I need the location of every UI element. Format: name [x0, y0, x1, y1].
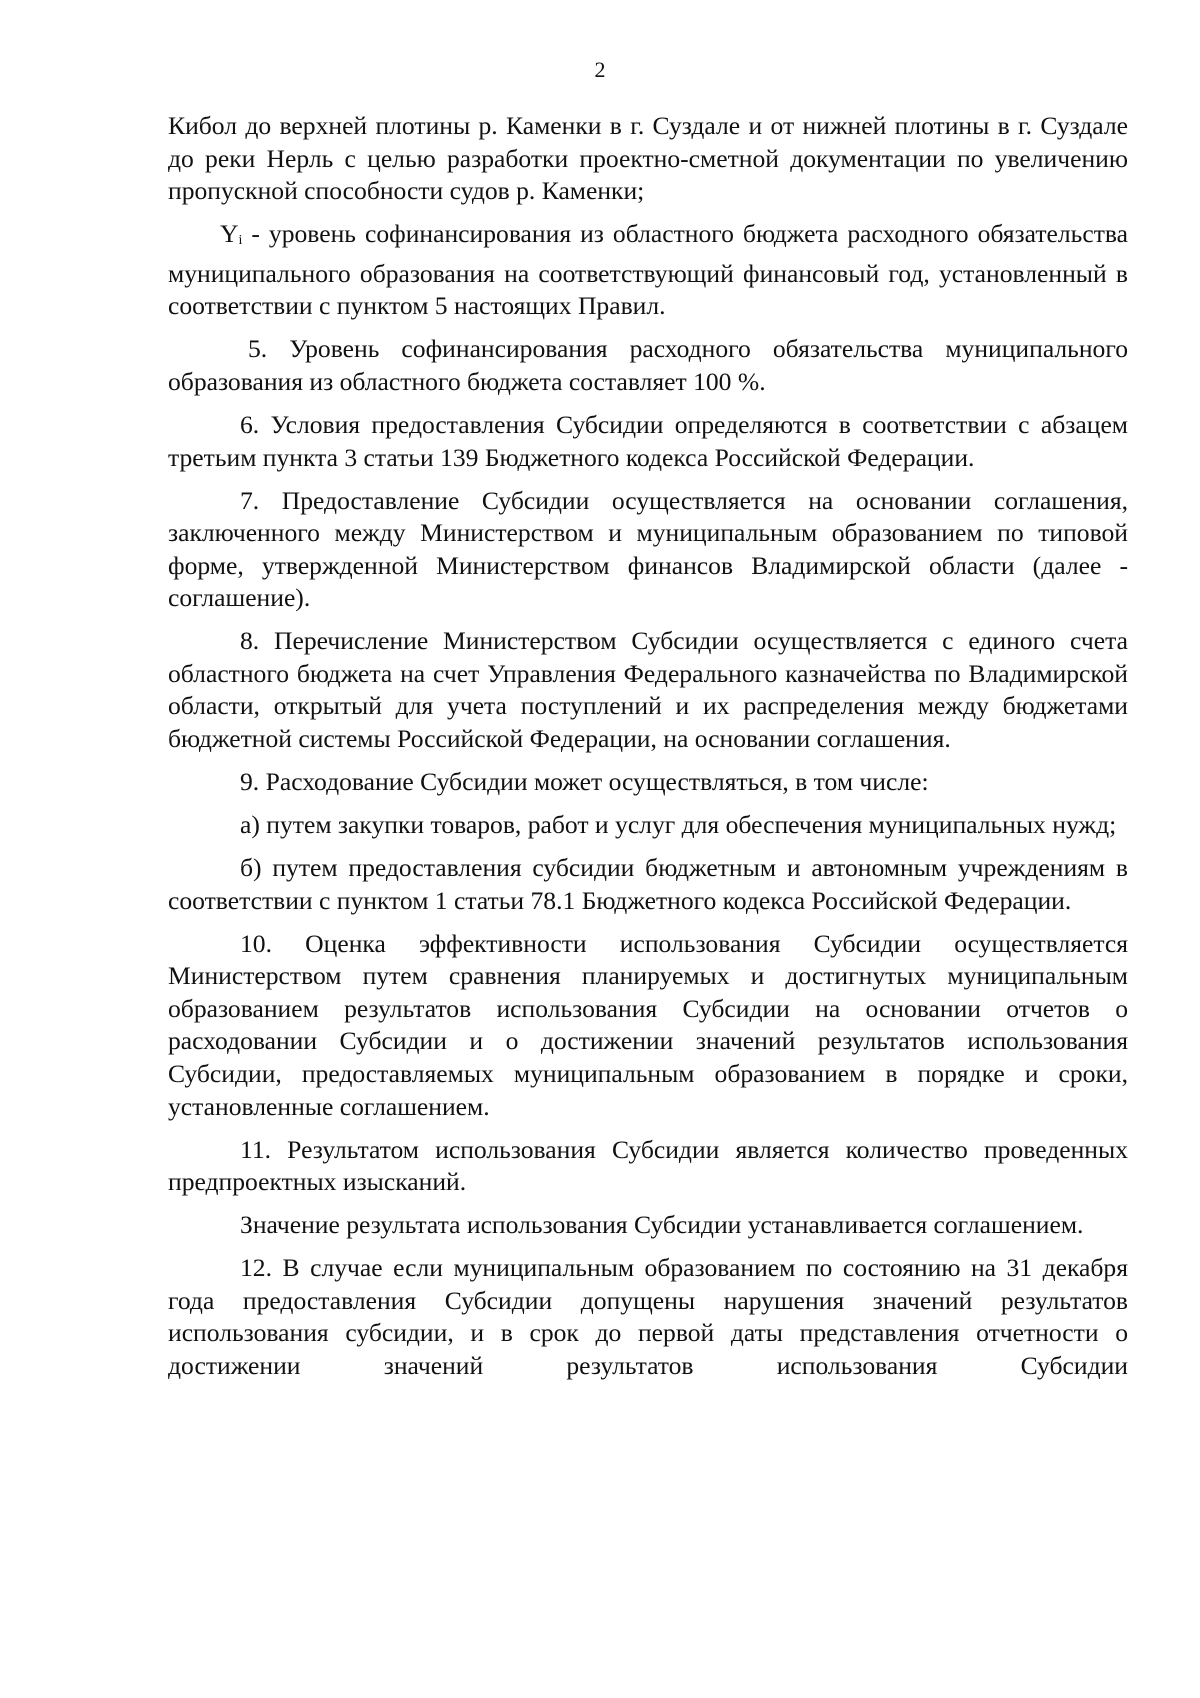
paragraph-6: 6. Условия предоставления Субсидии определяются в соответствии с абзацем третьим пункта 3 статьи 139 Бюджетного кодекса Российской Федерации. — [168, 409, 1128, 472]
paragraph-7: 7. Предоставление Субсидии осуществляется на основании соглашения, заключенного между Министерством и муниципальным образованием по типовой форме, утвержденной Министерством финансов Владимирской области (далее - соглашение). — [168, 485, 1128, 613]
paragraph-yi-definition — [168, 218, 1128, 323]
paragraph-9: 9. Расходование Субсидии может осуществляться, в том числе: — [240, 767, 929, 797]
variable-index: i — [238, 233, 243, 249]
paragraph-5: 5. Уровень софинансирования расходного обязательства муниципального образования из областного бюджета составляет 100 %. — [168, 334, 1128, 396]
paragraph-11: 11. Результатом использования Субсидии является количество проведенных предпроектных изысканий. — [168, 1134, 1128, 1197]
paragraph-10: 10. Оценка эффективности использования Субсидии осуществляется Министерством путем сравнения планируемых и достигнутых муниципальным образованием результатов использования Субсидии на основании отчетов о расходовании Субсидии и о достижении значений результатов использования Субсидии, предоставляемых муниципальным образованием в порядке и сроки, установленные соглашением. — [168, 928, 1128, 1121]
paragraph-11-value: Значение результата использования Субсидии устанавливается соглашением. — [240, 1210, 1084, 1240]
paragraph-continuation: Кибол до верхней плотины р. Каменки в г. Суздале и от нижней плотины в г. Суздале до реки Нерль с целью разработки проектно-сметной документации по увеличению пропускной способности судов р. Каменки; — [168, 111, 1128, 206]
paragraph-12: 12. В случае если муниципальным образованием по состоянию на 31 декабря года предоставления Субсидии допущены нарушения значений результатов использования субсидии, и в срок до первой даты представления отчетности о достижении значений результатов использования Субсидии — [168, 1253, 1128, 1380]
paragraph-text: - уровень софинансирования из областного бюджета расходного обязательства муниципального образования на соответствующий финансовый год, установленный в соответствии с пунктом 5 настоящих Правил. — [168, 219, 1128, 321]
page-number: 2 — [594, 57, 606, 82]
paragraph-8: 8. Перечисление Министерством Субсидии осуществляется с единого счета областного бюджета на счет Управления Федерального казначейства по Владимирской области, открытый для учета поступлений и их распределения между бюджетами бюджетной системы Российской Федерации, на основании соглашения. — [168, 626, 1128, 754]
paragraph-9a: а) путем закупки товаров, работ и услуг для обеспечения муниципальных нужд; — [240, 810, 1117, 840]
variable-symbol: Y — [220, 219, 239, 249]
paragraph-9b: б) путем предоставления субсидии бюджетным и автономным учреждениям в соответствии с пунктом 1 статьи 78.1 Бюджетного кодекса Российской Федерации. — [168, 853, 1128, 915]
document-body — [168, 110, 1128, 1393]
